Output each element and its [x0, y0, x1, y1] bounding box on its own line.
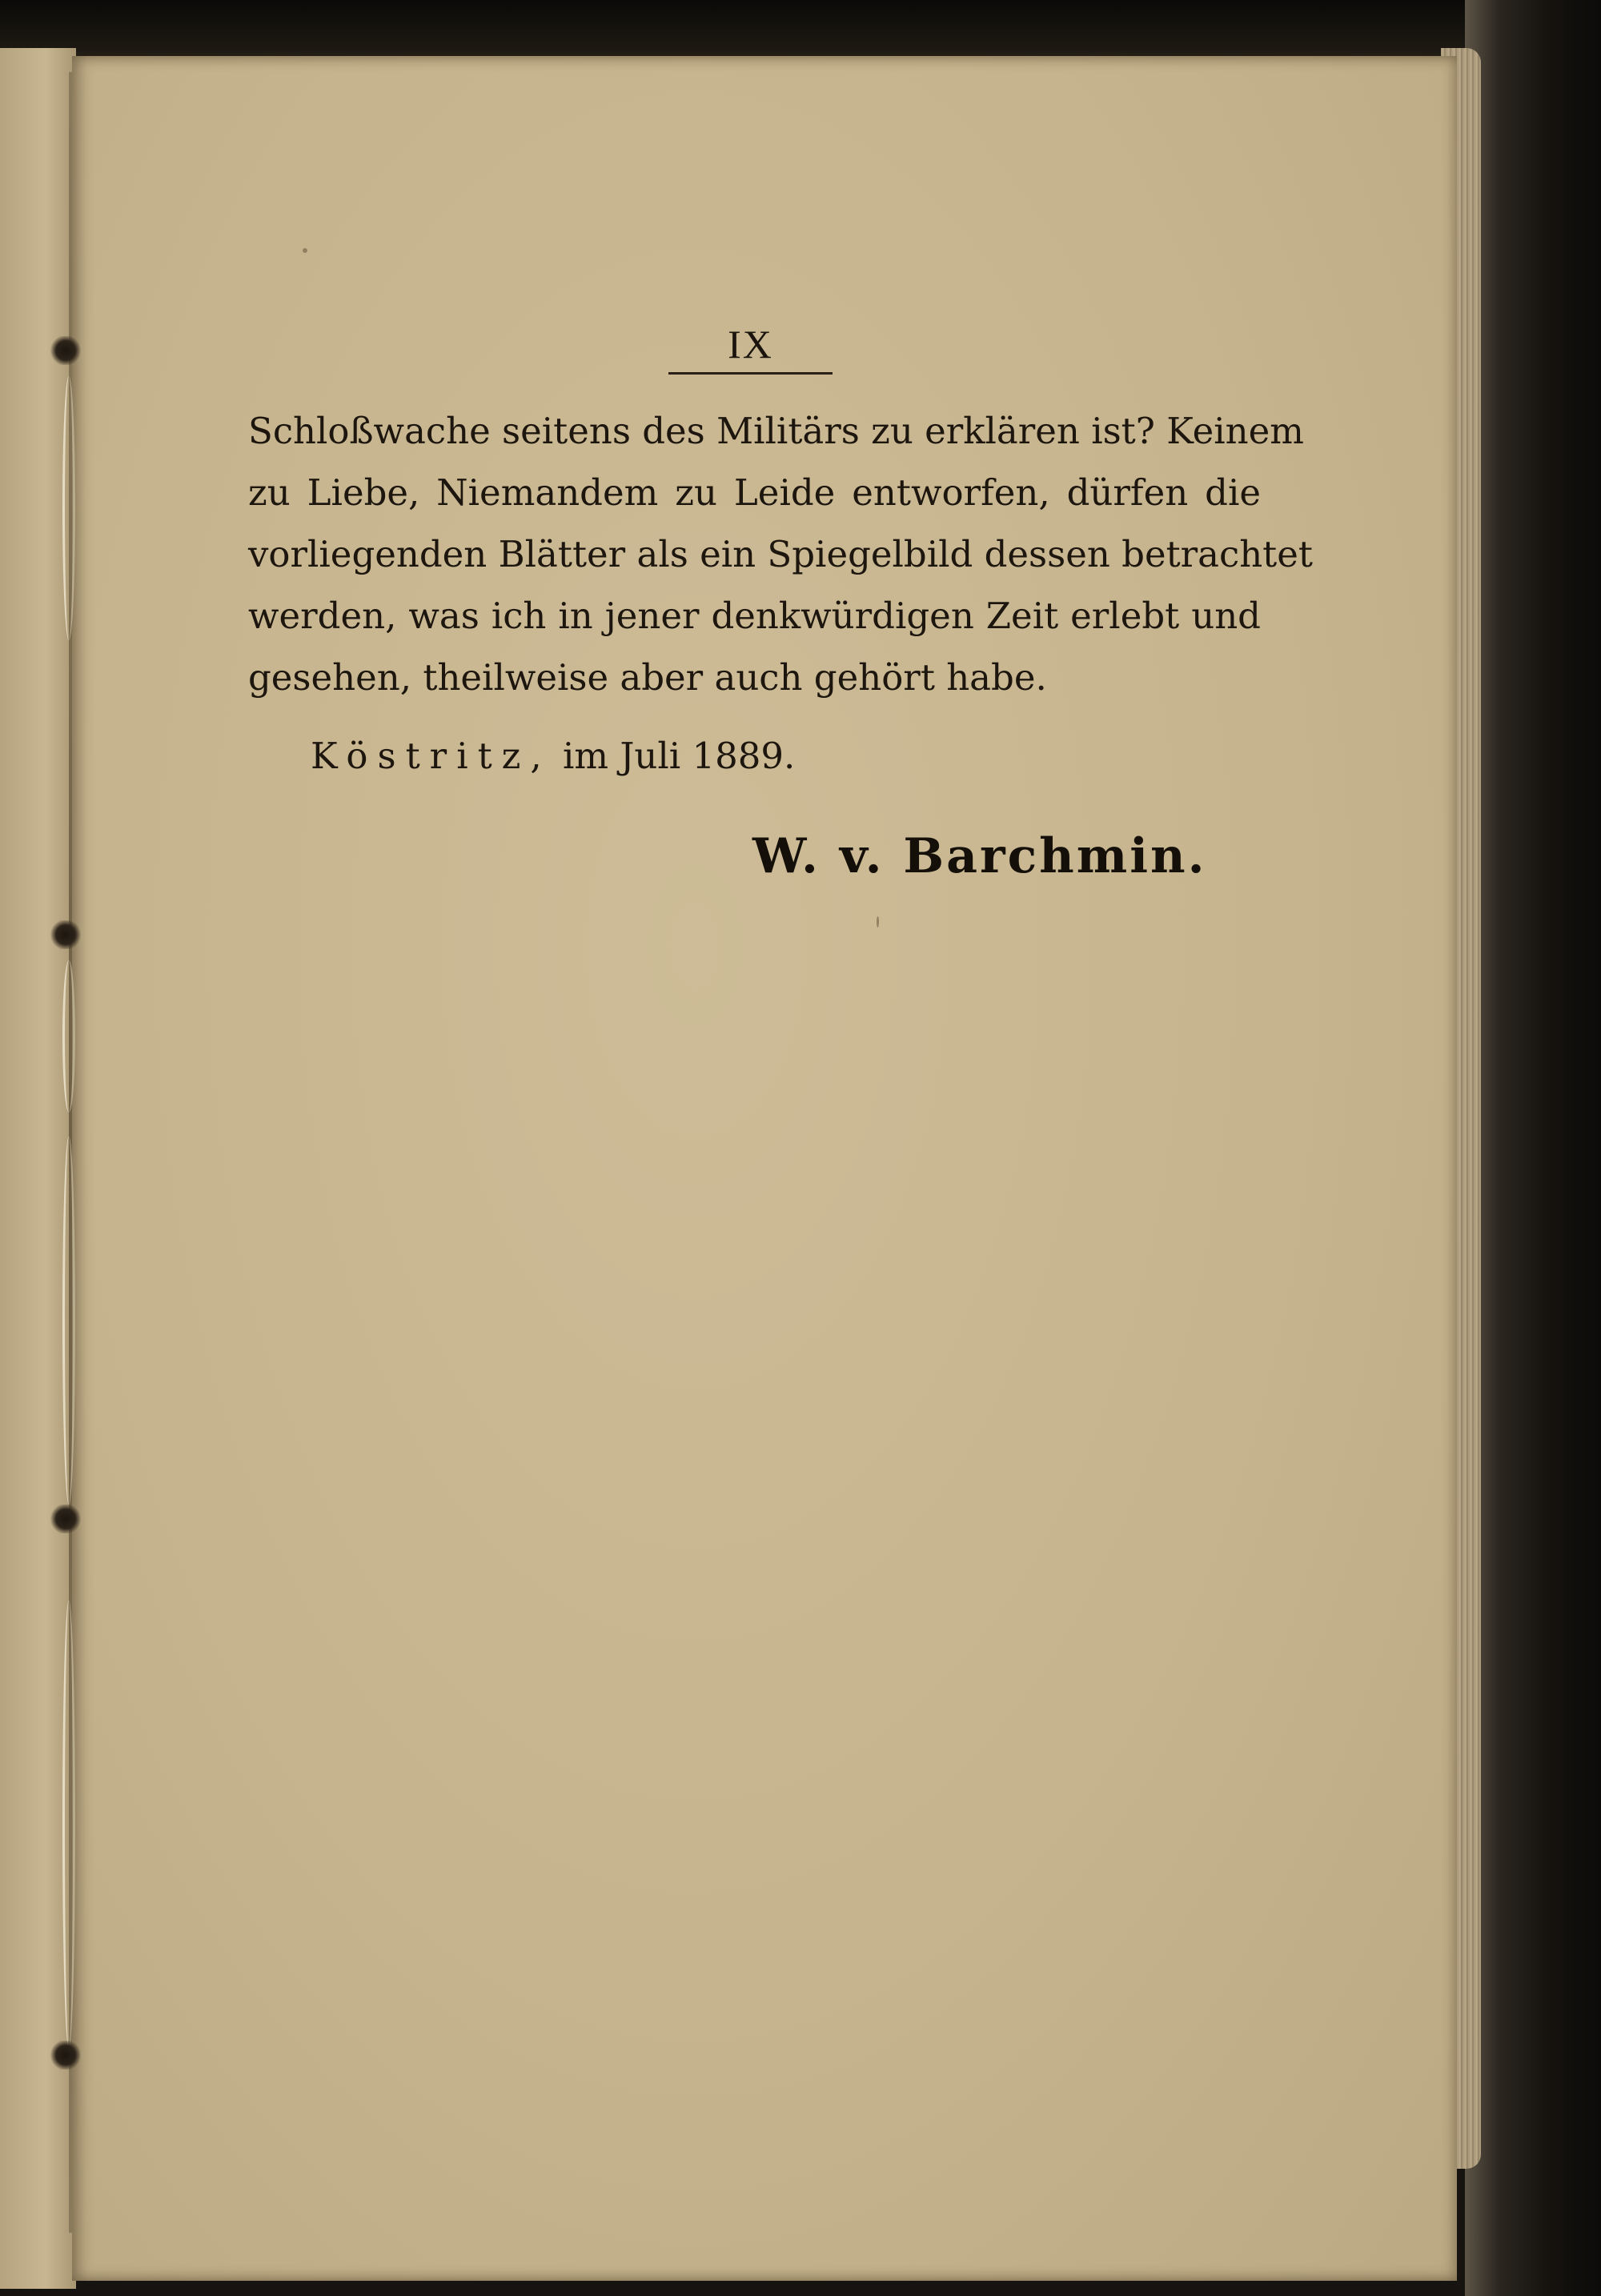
book-page	[72, 56, 1457, 2281]
page-number: IX	[668, 324, 833, 375]
text-line: zu Liebe, Niemandem zu Leide entworfen, dürfen die	[248, 471, 1261, 514]
binding-thread	[62, 376, 75, 640]
binding-thread	[62, 1136, 75, 1505]
binding-stitch	[50, 2041, 82, 2070]
binding-thread	[62, 960, 75, 1112]
dateline-date: im Juli 1889.	[563, 735, 796, 777]
text-line: gesehen, theilweise aber auch gehört habe.	[248, 656, 1047, 699]
dateline-place: Köstritz,	[311, 735, 552, 777]
binding-thread	[62, 1601, 75, 2049]
paper-speck	[877, 916, 879, 928]
binding-stitch	[50, 920, 82, 949]
paper-speck	[303, 248, 307, 253]
author-signature: W. v. Barchmin.	[752, 828, 1207, 884]
page-header	[668, 324, 833, 375]
dateline	[311, 735, 1031, 777]
text-line: werden, was ich in jener denkwürdigen Zeit erlebt und	[248, 595, 1261, 637]
text-line: Schloßwache seitens des Militärs zu erklären ist? Keinem	[248, 410, 1304, 452]
body-text	[248, 400, 1313, 708]
text-line: vorliegenden Blätter als ein Spiegelbild dessen betrachtet	[248, 533, 1313, 575]
binding-stitch	[50, 336, 82, 365]
binding-stitch	[50, 1505, 82, 1533]
book-cover-right	[1465, 0, 1601, 2296]
